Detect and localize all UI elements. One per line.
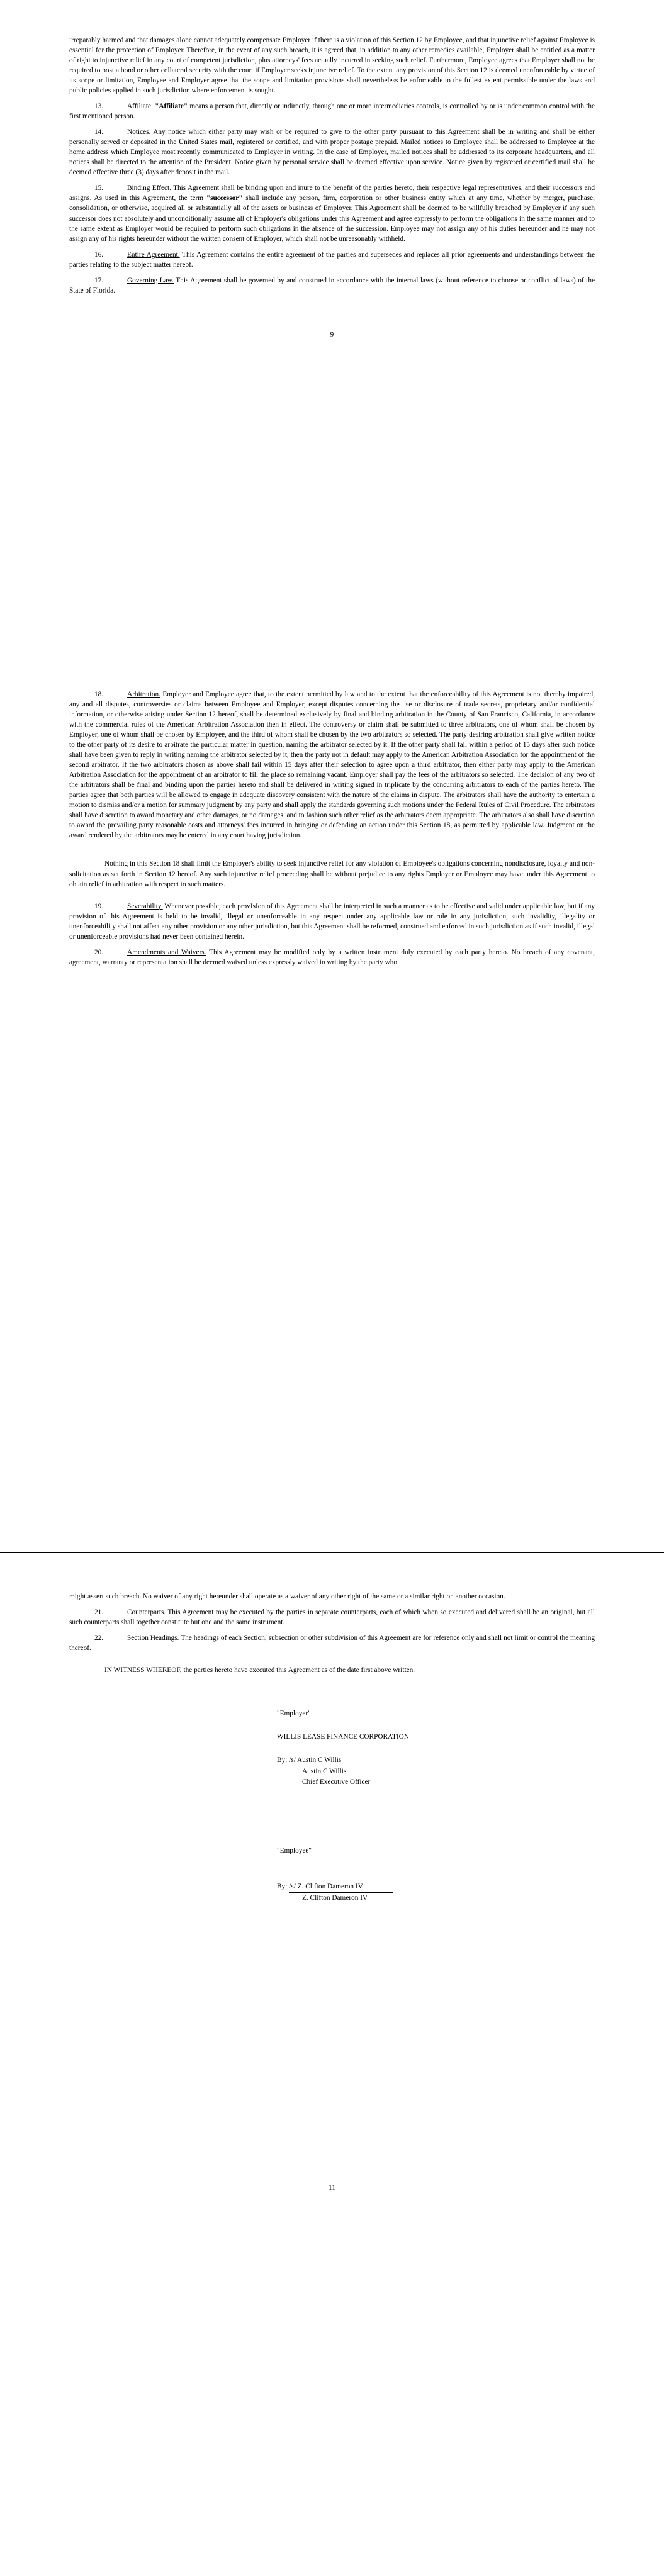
- employer-signer-title: Chief Executive Officer: [302, 1778, 371, 1786]
- employer-role-label: "Employer": [277, 1710, 311, 1718]
- paragraph-text: This Agreement may be modified only by a written instrument duly executed by each party hereto. No breach of any covenant, agreement, warranty or representation shall be deemed waived unless expressly waived in writing by the party who.: [69, 948, 595, 966]
- by-prefix: By:: [277, 1882, 288, 1890]
- employee-signer-name: Z. Clifton Dameron IV: [302, 1893, 368, 1902]
- section-heading: Amendments and Waivers.: [127, 948, 206, 956]
- section-heading: Notices.: [127, 128, 151, 137]
- section-20-amendments-and-waivers: [69, 947, 595, 967]
- section-number: 14.: [94, 128, 104, 137]
- paragraph-text: IN WITNESS WHEREOF, the parties hereto have executed this Agreement as of the date first above written.: [104, 1666, 415, 1675]
- section-22-section-headings: [69, 1633, 595, 1653]
- in-witness-whereof-paragraph: [69, 1665, 595, 1675]
- document-page-9: [0, 0, 664, 640]
- paragraph-continuation-waiver: [69, 1592, 595, 1602]
- section-number: 20.: [94, 948, 104, 956]
- employee-signature: /s/ Z. Clifton Dameron IV: [289, 1882, 393, 1893]
- section-number: 17.: [94, 276, 104, 284]
- paragraph-text: Employer and Employee agree that, to the extent permitted by law and to the extent that the enforceability of this Agreement is not thereby impaired, any and all disputes, controversies or claims between Employee and Employer, except disputes concerning the use or disclosure of trade secrets, proprietary and/or confidential information, or otherwise arising under Section 12 hereof, shall be determined exclusively by final and binding arbitration in the County of San Francisco, California, in accordance with the commercial rules of the American Arbitration Association then in effect. The controversy or claim shall be submitted to three arbitrators, one of whom shall be chosen by Employer, one of whom shall be chosen by Employee, and the third of whom shall be chosen by the two arbitrators so selected. The party desiring arbitration shall give written notice to the other party of its desire to arbitrate the particular matter in question, naming the arbitrator selected by it. If the other party shall fail within a period of 15 days after such notice shall have been given to reply in writing naming the arbitrator selected by it, then the party not in default may apply to the American Arbitration Association for the appointment of the second arbitrator. If the two arbitrators chosen as above shall fail within 15 days after their selection to agree upon a third arbitrator, then either party may apply to the American Arbitration Association for the appointment of an arbitrator to fill the place so remaining vacant. Employer shall pay the fees of the arbitrators so selected. The decision of any two of the arbitrators shall be final and binding upon the parties hereto and shall be delivered in writing signed in triplicate by the concurring arbitrators to each of the parties hereto. The parties agree that both parties will be allowed to engage in adequate discovery consistent with the nature of the claims in dispute. The arbitrators shall have the authority to entertain a motion to dismiss and/or a motion for summary judgment by any party and shall apply the standards governing such motions under the Federal Rules of Civil Procedure. The arbitrators shall have discretion to award monetary and other damages, or no damages, and to fashion such other relief as the arbitrators deem appropriate. The arbitrators also shall have discretion to award the prevailing party reasonable costs and attorneys' fees incurred in bringing or defending an action under this Section 18, as permitted by applicable law. Judgment on the award rendered by the arbitrators may be entered in any court having jurisdiction.: [69, 691, 595, 840]
- section-number: 16.: [94, 250, 104, 259]
- section-18-arbitration: [69, 689, 595, 840]
- section-17-governing-law: [69, 276, 595, 296]
- section-number: 18.: [94, 691, 104, 698]
- employer-signature: /s/ Austin C Willis: [289, 1755, 393, 1766]
- paragraph-text: This Agreement may be executed by the parties in separate counterparts, each of which when so executed and delivered shall be an original, but all such counterparts shall together constitute but one and the same instrument.: [69, 1609, 595, 1627]
- paragraph-text: might assert such breach. No waiver of any right hereunder shall operate as a waiver of any other right of the same or a similar right on another occasion.: [69, 1593, 505, 1600]
- section-heading: Section Headings.: [127, 1634, 179, 1642]
- page-9-body: [0, 35, 664, 338]
- section-number: 15.: [94, 184, 104, 192]
- paragraph-text: "Affiliate" means a person that, directly or indirectly, through one or more intermediaries controls, is controlled by or is under common control with the first mentioned person.: [69, 103, 595, 121]
- section-14-notices: [69, 127, 595, 177]
- page-10-body: [0, 689, 664, 1105]
- employee-by-line: [277, 1882, 595, 1893]
- section-heading: Governing Law.: [127, 276, 174, 284]
- section-21-counterparts: [69, 1607, 595, 1627]
- section-number: 13.: [94, 103, 104, 111]
- paragraph-text: Nothing in this Section 18 shall limit the Employer's ability to seek injunctive relief for any violation of Employee's obligations concerning nondisclosure, loyalty and non-solicitation as set forth in Section 12 hereof. Any such injunctive relief proceeding shall be without prejudice to any rights Employer or Employee may have under this Agreement to obtain relief in arbitration with respect to such matters.: [69, 860, 595, 888]
- document-page-11: [0, 1553, 664, 2572]
- employer-entity-name: WILLIS LEASE FINANCE CORPORATION: [277, 1733, 409, 1741]
- paragraph-text: This Agreement shall be governed by and construed in accordance with the internal laws (without reference to choose or conflict of laws) of the State of Florida.: [69, 276, 595, 294]
- paragraph-text: This Agreement contains the entire agreement of the parties and supersedes and replaces all prior agreements and understandings between the parties relating to the subject matter hereof.: [69, 250, 595, 269]
- paragraph-continuation: [69, 35, 595, 96]
- section-heading: Entire Agreement.: [127, 250, 180, 259]
- paragraph-text: The headings of each Section, subsection or other subdivision of this Agreement are for reference only and shall not limit or control the meaning thereof.: [69, 1634, 595, 1653]
- section-heading: Counterparts.: [127, 1609, 166, 1617]
- employee-role-label: "Employee": [277, 1846, 312, 1854]
- document-page-10: [0, 640, 664, 1553]
- page-number: 11: [329, 2183, 335, 2192]
- page-number: 9: [330, 330, 334, 338]
- section-15-binding-effect: [69, 183, 595, 243]
- section-heading: Severability.: [127, 902, 163, 910]
- paragraph-text: This Agreement shall be binding upon and inure to the benefit of the parties hereto, their respective legal representatives, and their successors and assigns. As used in this Agreement, the term "successor" shall include any person, firm, corporation or other business entity which at any time, whether by merger, purchase, consolidation, or otherwise, acquired all or substantially all of the assets or business of Employer. This Agreement shall be deemed to be willfully breached by Employer if any such successor does not absolutely and unconditionally assume all of Employer's obligations under this Agreement and agree expressly to perform the obligations in the same manner and to the same extent as Employer would be required to perform such obligations in the absence of the succession. Employee may not assign any of his duties hereunder and he may not assign any of his rights hereunder without the written consent of Employer, which shall not be unreasonably withheld.: [69, 184, 595, 243]
- section-16-entire-agreement: [69, 250, 595, 270]
- employer-signer-name: Austin C Willis: [302, 1768, 347, 1775]
- employer-by-line: [277, 1755, 595, 1766]
- signature-block-employee: [69, 1846, 595, 1904]
- section-number: 19.: [94, 902, 104, 910]
- section-13-affiliate: [69, 101, 595, 121]
- paragraph-text: Any notice which either party may wish or be required to give to the other party pursuant to this Agreement shall be in writing and shall be either personally served or deposited in the United States mail, registered or certified, and with proper postage prepaid. Mailed notices to Employee shall be addressed to Employee at the home address which Employee most recently communicated to Employer in writing. In the case of Employer, mailed notices shall be addressed to its corporate headquarters, and all notices shall be directed to the attention of the President. Notice given by personal service shall be deemed effective upon service. Notice given by registered or certified mail shall be deemed effective three (3) days after deposit in the mail.: [69, 128, 595, 177]
- page-11-body: [0, 1592, 664, 2192]
- signature-block-employer: [69, 1709, 595, 1788]
- section-heading: Affiliate.: [127, 103, 153, 111]
- section-heading: Arbitration.: [127, 691, 161, 698]
- paragraph-text: Whenever possible, each provIsIon of this Agreement shall be interpreted in such a manner as to be effective and valid under applicable law, but if any provision of this Agreement is held to be invalid, illegal or unenforceable in any respect under any applicable law or rule in any jurisdiction, such invalidity, illegality or unenforceability shall not affect any other provision or any other jurisdiction, but this Agreement shall be reformed, construed and enforced in such jurisdiction as if such invalid, illegal or unenforceable provisions had never been contained herein.: [69, 902, 595, 940]
- section-19-severability: [69, 901, 595, 942]
- paragraph-text: irreparably harmed and that damages alone cannot adequately compensate Employer if there is a violation of this Section 12 by Employee, and that injunctive relief against Employee is essential for the protection of Employer. Therefore, in the event of any such breach, it is agreed that, in addition to any other remedies available, Employer shall be entitled as a matter of right to injunctive relief in any court of competent jurisdiction, plus attorneys' fees actually incurred in seeking such relief. Furthermore, Employee agrees that Employer shall not be required to post a bond or other collateral security with the court if Employer seeks injunctive relief. To the extent any provision of this Section 12 is deemed unenforceable by virtue of its scope or limitation, Employee and Employer agree that the scope and limitation provisions shall nevertheless be enforceable to the fullest extent permissible under the laws and public policies applied in such jurisdiction where enforcement is sought.: [69, 36, 595, 95]
- by-prefix: By:: [277, 1756, 288, 1765]
- section-number: 22.: [94, 1634, 104, 1642]
- section-heading: Binding Effect.: [127, 184, 171, 192]
- section-number: 21.: [94, 1609, 104, 1617]
- arbitration-injunctive-relief-paragraph: [69, 859, 595, 889]
